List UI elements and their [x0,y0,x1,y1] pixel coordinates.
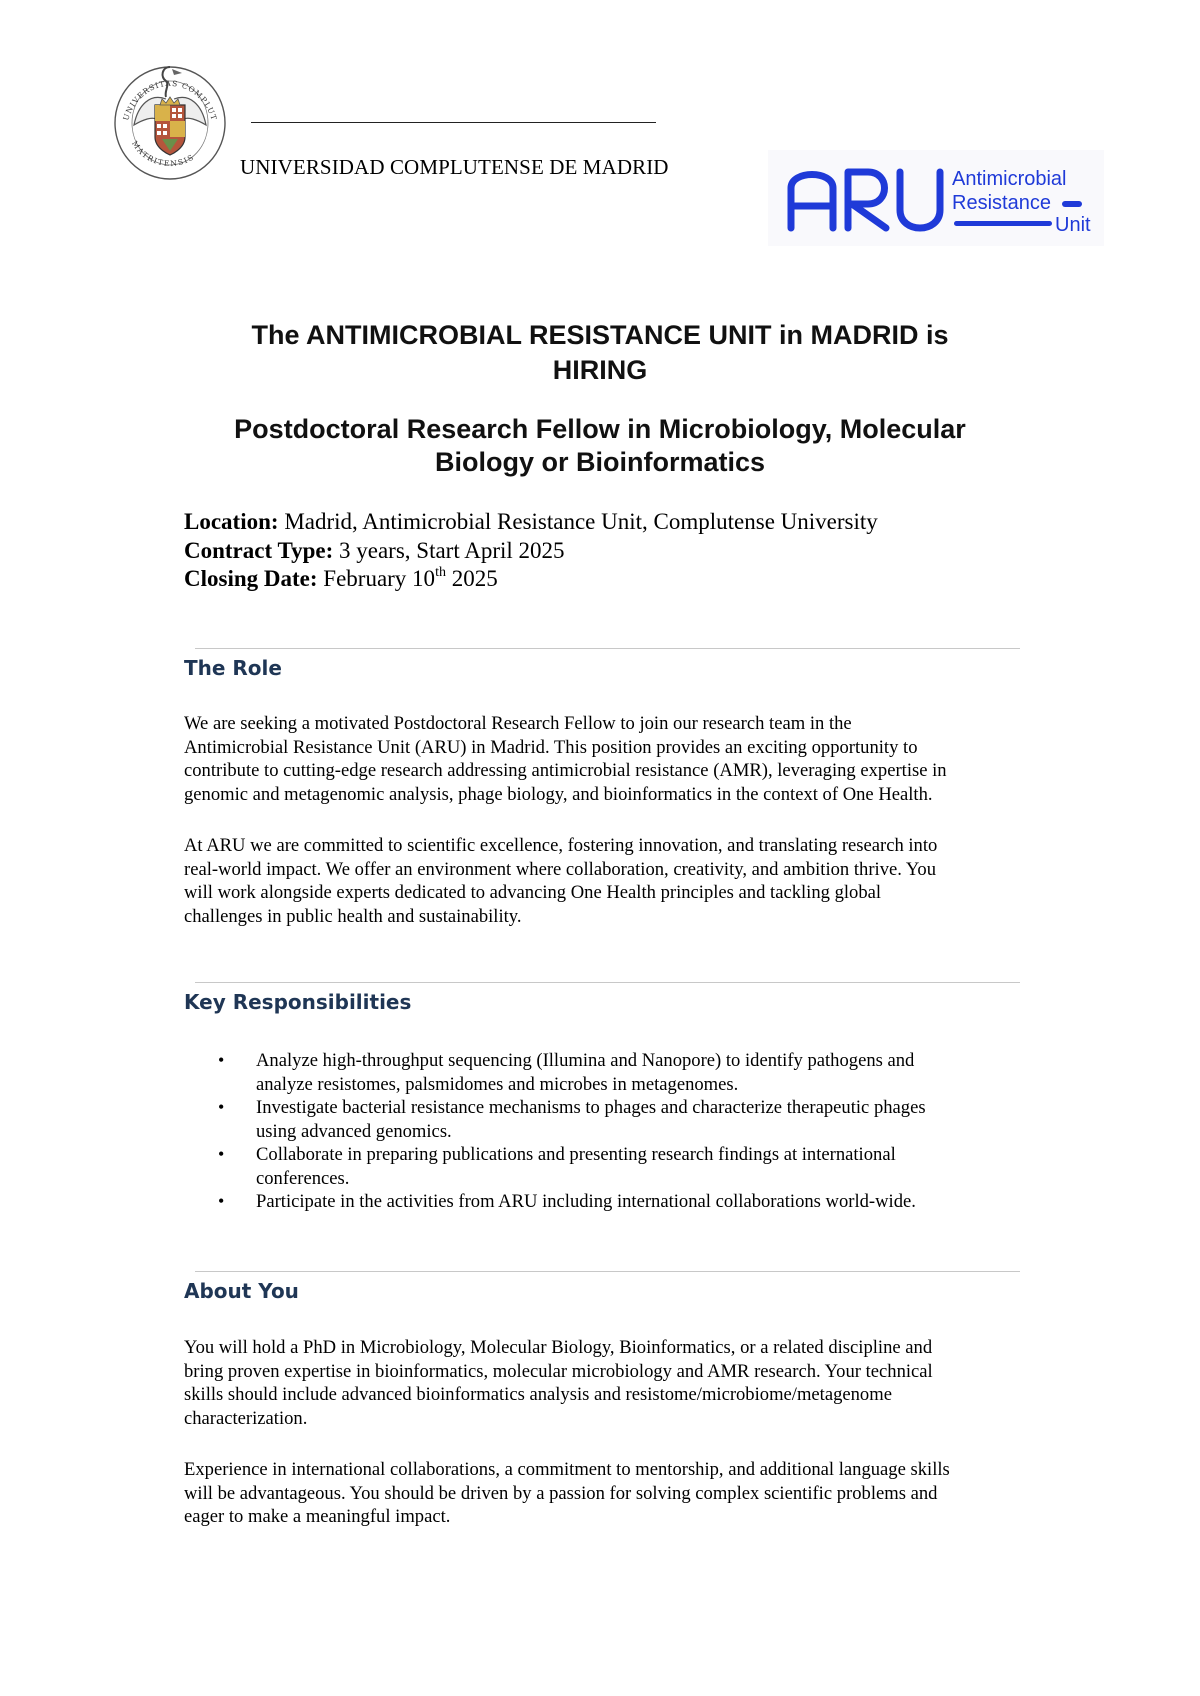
contract-value: 3 years, Start April 2025 [339,537,565,563]
list-item [184,1096,1044,1143]
paragraph-line: contribute to cutting-edge research addressing antimicrobial resistance (AMR), leveraging expertise in [184,760,947,781]
closing-value [323,566,497,591]
seal-text-bottom: MATRITENSIS [130,139,197,169]
paragraph-line: We are seeking a motivated Postdoctoral Research Fellow to join our research team in the [184,713,852,734]
page-title [0,318,1200,388]
title-line-2: HIRING [552,355,648,385]
contract-label: Contract Type: [184,537,334,563]
aru-logo [768,150,1104,246]
list-item [184,1190,1044,1214]
paragraph-line: bring proven expertise in bioinformatics, molecular microbiology and AMR research. Your technical [184,1360,933,1382]
location-row [184,508,878,537]
subtitle-line-2: Biology or Bioinformatics [434,447,766,477]
logo-dash [1062,201,1082,207]
location-value: Madrid, Antimicrobial Resistance Unit, Complutense University [284,509,878,534]
list-item-line: analyze resistomes, palsmidomes and microbes in metagenomes. [256,1073,739,1095]
paragraph-line: Antimicrobial Resistance Unit (ARU) in Madrid. This position provides an exciting opportunity to [184,736,918,758]
list-item-line: Participate in the activities from ARU including international collaborations world-wide. [256,1191,916,1212]
logo-line2: Resistance [952,192,1051,214]
logo-line3: Unit [1055,214,1091,236]
bullet-icon: • [218,1097,225,1117]
section-divider [195,648,1020,649]
closing-label: Closing Date: [184,566,318,591]
paragraph-line: skills should include advanced bioinformatics analysis and resistome/microbiome/metagenome [184,1384,892,1405]
list-item-line: Investigate bacterial resistance mechanisms to phages and characterize therapeutic phages [256,1097,926,1118]
list-item [184,1049,1044,1096]
paragraph-line: eager to make a meaningful impact. [184,1506,451,1527]
paragraph-line: will work alongside experts dedicated to advancing One Health principles and tackling global [184,882,882,903]
seal-text-top: UNIVERSITAS COMPLUT [121,78,219,122]
closing-date-year: 2025 [451,566,498,591]
role-paragraph-2 [184,834,1030,928]
about-paragraph-1 [184,1336,1030,1430]
about-heading: About You [184,1279,299,1303]
list-item-line: conferences. [256,1167,350,1189]
logo-underline [954,221,1052,226]
contract-row [184,537,878,566]
paragraph-line: At ARU we are committed to scientific excellence, fostering innovation, and translating research into [184,835,938,856]
closing-date-sup: th [435,565,446,580]
about-paragraph-2 [184,1458,1030,1529]
list-item-line: using advanced genomics. [256,1120,452,1142]
logo-line1: Antimicrobial [952,168,1067,190]
paragraph-line: challenges in public health and sustainability. [184,905,522,927]
logo-mark-r [848,172,886,228]
responsibilities-heading: Key Responsibilities [184,990,412,1014]
paragraph-line: real-world impact. We offer an environment where collaboration, creativity, and ambition thrive. You [184,858,937,880]
subtitle-line-1: Postdoctoral Research Fellow in Microbiology, Molecular [234,414,966,444]
list-item-line: Collaborate in preparing publications and presenting research findings at international [256,1144,896,1165]
university-seal-logo [110,55,230,183]
closing-row [184,565,878,594]
bullet-icon: • [218,1191,225,1211]
paragraph-line: genomic and metagenomic analysis, phage biology, and bioinformatics in the context of One Health. [184,783,933,805]
paragraph-line: Experience in international collaborations, a commitment to mentorship, and additional language skills [184,1459,950,1480]
job-title [0,413,1200,479]
title-line-1: The ANTIMICROBIAL RESISTANCE UNIT in MADRID is [251,320,949,350]
logo-mark-u [900,172,940,228]
paragraph-line: will be advantageous. You should be driven by a passion for solving complex scientific problems and [184,1482,938,1504]
bullet-icon: • [218,1144,225,1164]
logo-mark-a [791,175,833,229]
section-divider [195,1271,1020,1272]
paragraph-line: You will hold a PhD in Microbiology, Molecular Biology, Bioinformatics, or a related discipline and [184,1337,933,1358]
header-rule [251,122,656,123]
bullet-icon: • [218,1050,225,1070]
job-meta [184,508,878,594]
closing-date-main: February 10 [323,566,436,591]
paragraph-line: characterization. [184,1407,308,1429]
role-heading: The Role [184,656,282,680]
university-name: UNIVERSIDAD COMPLUTENSE DE MADRID [240,155,669,179]
role-paragraph-1 [184,712,1030,806]
location-label: Location: [184,509,279,534]
section-divider [195,982,1020,983]
list-item-line: Analyze high-throughput sequencing (Illumina and Nanopore) to identify pathogens and [256,1050,915,1071]
list-item [184,1143,1044,1190]
responsibilities-list [184,1049,1044,1214]
